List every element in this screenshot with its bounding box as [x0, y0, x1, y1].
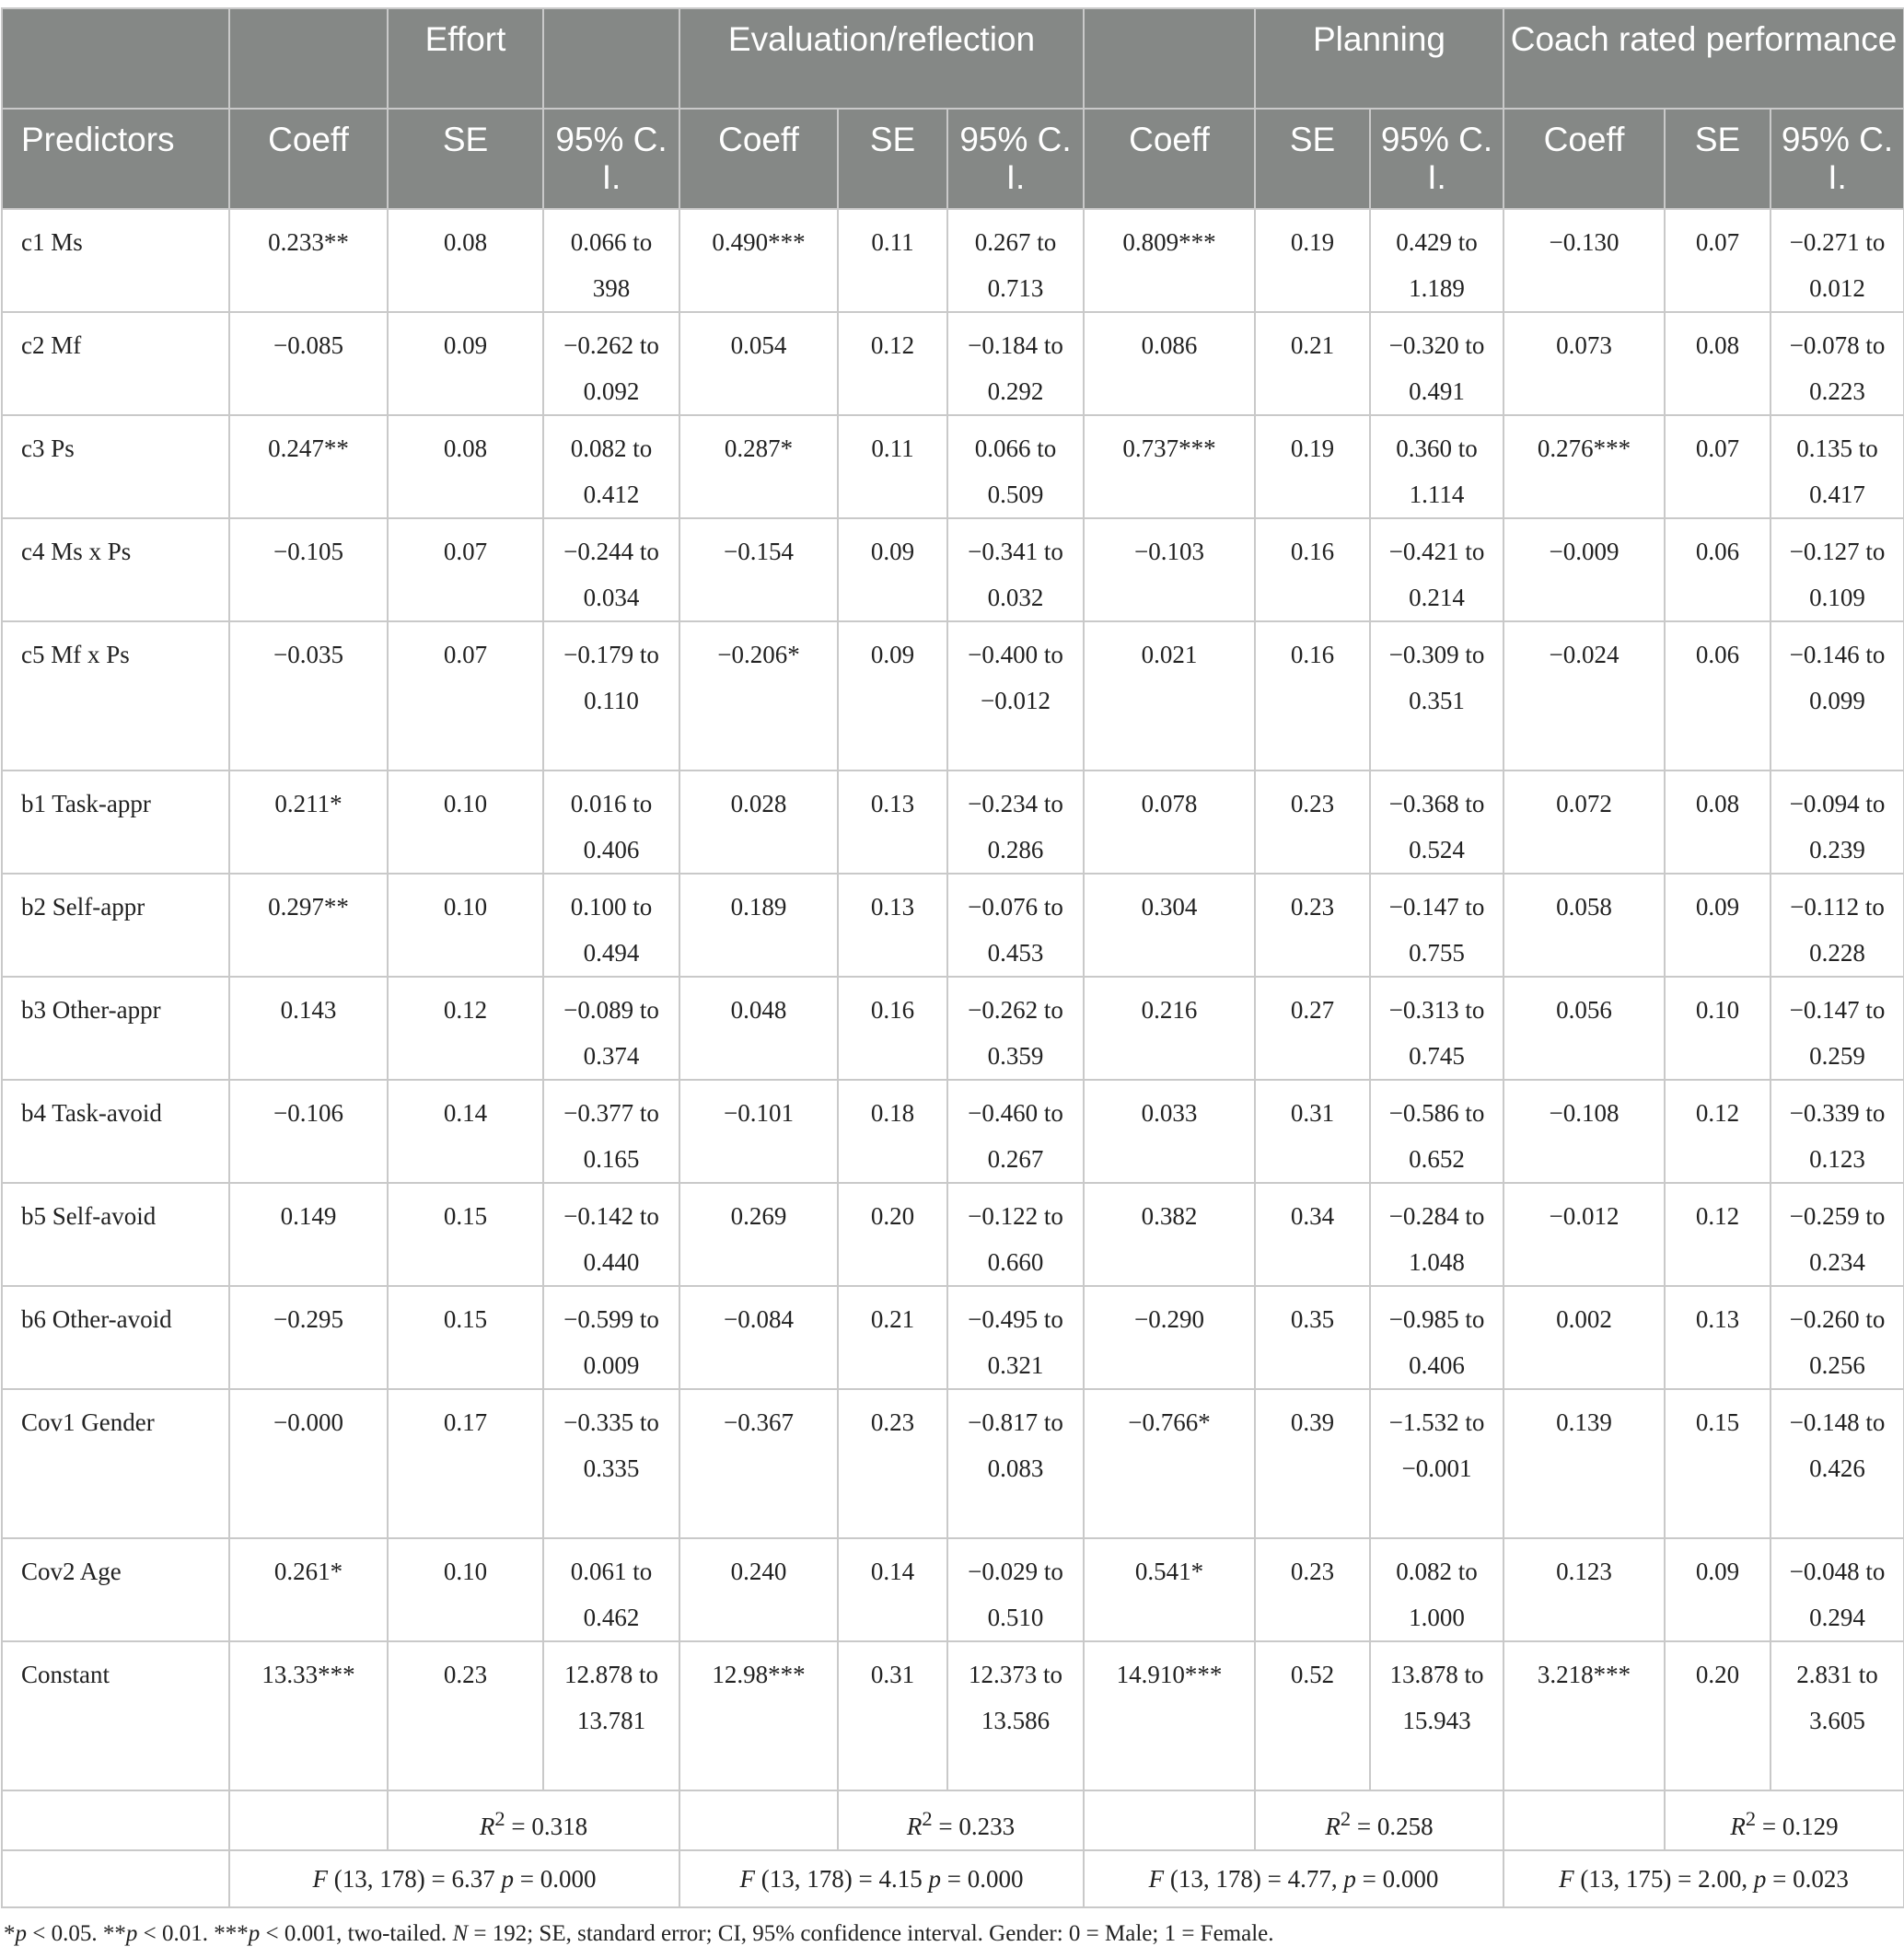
footnote-p: p — [15, 1921, 27, 1946]
se-cell: 0.31 — [838, 1641, 947, 1790]
se-cell: 0.10 — [388, 1538, 543, 1641]
header-coeff: Coeff — [1503, 109, 1665, 209]
header-se: SE — [838, 109, 947, 209]
table-row — [2, 415, 1904, 518]
se-cell: 0.20 — [838, 1183, 947, 1286]
se-cell: 0.18 — [838, 1080, 947, 1183]
se-cell: 0.15 — [1665, 1389, 1770, 1538]
se-cell: 0.10 — [1665, 977, 1770, 1080]
header-group-effort: Effort — [388, 8, 543, 109]
f-df: (13, 178) = 4.77, — [1164, 1865, 1344, 1893]
p-symbol: p — [1343, 1865, 1356, 1893]
ci-cell: −0.262 to 0.092 — [543, 312, 679, 415]
coeff-cell: 0.382 — [1084, 1183, 1255, 1286]
header-ci: 95% C. I. — [543, 109, 679, 209]
ci-cell: −0.309 to 0.351 — [1370, 621, 1503, 770]
se-cell: 0.07 — [388, 621, 543, 770]
f-stat-effort — [229, 1850, 679, 1907]
se-cell: 0.11 — [838, 209, 947, 312]
predictor-label: c1 Ms — [2, 209, 229, 312]
se-cell: 0.09 — [388, 312, 543, 415]
se-cell: 0.23 — [1255, 1538, 1370, 1641]
footnote-text: < 0.001, two-tailed. — [260, 1921, 453, 1946]
se-cell: 0.08 — [388, 415, 543, 518]
se-cell: 0.10 — [388, 874, 543, 977]
ci-cell: −0.335 to 0.335 — [543, 1389, 679, 1538]
se-cell: 0.23 — [838, 1389, 947, 1538]
se-cell: 0.31 — [1255, 1080, 1370, 1183]
ci-cell: −0.495 to 0.321 — [947, 1286, 1084, 1389]
coeff-cell: −0.206* — [679, 621, 838, 770]
header-predictors: Predictors — [2, 109, 229, 209]
ci-cell: −0.985 to 0.406 — [1370, 1286, 1503, 1389]
se-cell: 0.34 — [1255, 1183, 1370, 1286]
blank-cell — [679, 1790, 838, 1850]
ci-cell: −0.586 to 0.652 — [1370, 1080, 1503, 1183]
header-blank — [2, 8, 229, 109]
se-cell: 0.07 — [1665, 209, 1770, 312]
ci-cell: 0.360 to 1.114 — [1370, 415, 1503, 518]
predictor-label: c5 Mf x Ps — [2, 621, 229, 770]
header-coeff: Coeff — [679, 109, 838, 209]
coeff-cell: 0.073 — [1503, 312, 1665, 415]
blank-cell — [2, 1790, 229, 1850]
coeff-cell: 0.086 — [1084, 312, 1255, 415]
table-row — [2, 621, 1904, 770]
footnote-text: = 192; SE, standard error; CI, 95% confidence interval. Gender: 0 = Male; 1 = Female. — [468, 1921, 1274, 1946]
coeff-cell: −0.106 — [229, 1080, 388, 1183]
se-cell: 0.35 — [1255, 1286, 1370, 1389]
header-blank — [543, 8, 679, 109]
se-cell: 0.39 — [1255, 1389, 1370, 1538]
ci-cell: −0.260 to 0.256 — [1770, 1286, 1904, 1389]
f-df: (13, 178) = 6.37 — [328, 1865, 502, 1893]
se-cell: 0.09 — [1665, 1538, 1770, 1641]
coeff-cell: 0.211* — [229, 770, 388, 874]
coeff-cell: −0.012 — [1503, 1183, 1665, 1286]
coeff-cell: −0.290 — [1084, 1286, 1255, 1389]
table-container — [0, 7, 1904, 1947]
p-symbol: p — [501, 1865, 514, 1893]
f-stat-coach — [1503, 1850, 1904, 1907]
table-row — [2, 209, 1904, 312]
coeff-cell: 0.216 — [1084, 977, 1255, 1080]
footnote-lead: * — [4, 1921, 16, 1946]
coeff-cell: 14.910*** — [1084, 1641, 1255, 1790]
coeff-cell: 0.143 — [229, 977, 388, 1080]
regression-table — [1, 7, 1904, 1908]
ci-cell: 0.066 to 398 — [543, 209, 679, 312]
f-symbol: F — [1559, 1865, 1574, 1893]
ci-cell: −0.284 to 1.048 — [1370, 1183, 1503, 1286]
r-symbol: R — [479, 1813, 495, 1840]
se-cell: 0.09 — [838, 518, 947, 621]
header-row-columns — [2, 109, 1904, 209]
coeff-cell: 0.149 — [229, 1183, 388, 1286]
se-cell: 0.19 — [1255, 209, 1370, 312]
se-cell: 0.23 — [1255, 874, 1370, 977]
r-exponent: 2 — [922, 1807, 933, 1830]
header-ci: 95% C. I. — [947, 109, 1084, 209]
ci-cell: −0.089 to 0.374 — [543, 977, 679, 1080]
p-value: = 0.000 — [940, 1865, 1024, 1893]
ci-cell: −0.094 to 0.239 — [1770, 770, 1904, 874]
ci-cell: −0.259 to 0.234 — [1770, 1183, 1904, 1286]
coeff-cell: 0.048 — [679, 977, 838, 1080]
r-value: = 0.318 — [505, 1813, 588, 1840]
predictor-label: b1 Task-appr — [2, 770, 229, 874]
ci-cell: 2.831 to 3.605 — [1770, 1641, 1904, 1790]
coeff-cell: 0.054 — [679, 312, 838, 415]
r-squared-coach — [1665, 1790, 1904, 1850]
blank-cell — [2, 1850, 229, 1907]
ci-cell: 0.267 to 0.713 — [947, 209, 1084, 312]
se-cell: 0.13 — [838, 770, 947, 874]
table-row — [2, 518, 1904, 621]
header-coeff: Coeff — [1084, 109, 1255, 209]
se-cell: 0.13 — [838, 874, 947, 977]
se-cell: 0.15 — [388, 1286, 543, 1389]
se-cell: 0.16 — [838, 977, 947, 1080]
coeff-cell: 0.240 — [679, 1538, 838, 1641]
ci-cell: 0.135 to 0.417 — [1770, 415, 1904, 518]
se-cell: 0.08 — [1665, 312, 1770, 415]
coeff-cell: 0.002 — [1503, 1286, 1665, 1389]
f-df: (13, 178) = 4.15 — [755, 1865, 929, 1893]
coeff-cell: −0.367 — [679, 1389, 838, 1538]
coeff-cell: 0.123 — [1503, 1538, 1665, 1641]
se-cell: 0.20 — [1665, 1641, 1770, 1790]
coeff-cell: −0.024 — [1503, 621, 1665, 770]
se-cell: 0.12 — [1665, 1183, 1770, 1286]
predictor-label: c2 Mf — [2, 312, 229, 415]
se-cell: 0.09 — [1665, 874, 1770, 977]
ci-cell: −0.599 to 0.009 — [543, 1286, 679, 1389]
table-row — [2, 1538, 1904, 1641]
blank-cell — [229, 1790, 388, 1850]
r-squared-row — [2, 1790, 1904, 1850]
ci-cell: −0.377 to 0.165 — [543, 1080, 679, 1183]
coeff-cell: 0.189 — [679, 874, 838, 977]
coeff-cell: 0.072 — [1503, 770, 1665, 874]
r-exponent: 2 — [1745, 1807, 1757, 1830]
coeff-cell: 13.33*** — [229, 1641, 388, 1790]
ci-cell: 0.061 to 0.462 — [543, 1538, 679, 1641]
ci-cell: −0.148 to 0.426 — [1770, 1389, 1904, 1538]
ci-cell: −0.029 to 0.510 — [947, 1538, 1084, 1641]
se-cell: 0.23 — [388, 1641, 543, 1790]
ci-cell: −0.244 to 0.034 — [543, 518, 679, 621]
coeff-cell: 0.033 — [1084, 1080, 1255, 1183]
predictor-label: b2 Self-appr — [2, 874, 229, 977]
coeff-cell: 0.297** — [229, 874, 388, 977]
se-cell: 0.08 — [388, 209, 543, 312]
se-cell: 0.08 — [1665, 770, 1770, 874]
ci-cell: −0.146 to 0.099 — [1770, 621, 1904, 770]
ci-cell: 0.016 to 0.406 — [543, 770, 679, 874]
se-cell: 0.12 — [1665, 1080, 1770, 1183]
coeff-cell: 0.233** — [229, 209, 388, 312]
ci-cell: 0.100 to 0.494 — [543, 874, 679, 977]
se-cell: 0.10 — [388, 770, 543, 874]
header-ci: 95% C. I. — [1370, 109, 1503, 209]
f-stat-evaluation — [679, 1850, 1084, 1907]
se-cell: 0.06 — [1665, 621, 1770, 770]
f-stat-row — [2, 1850, 1904, 1907]
se-cell: 0.27 — [1255, 977, 1370, 1080]
header-se: SE — [1665, 109, 1770, 209]
p-symbol: p — [1753, 1865, 1767, 1893]
coeff-cell: −0.154 — [679, 518, 838, 621]
ci-cell: 0.082 to 0.412 — [543, 415, 679, 518]
se-cell: 0.06 — [1665, 518, 1770, 621]
predictor-label: Cov1 Gender — [2, 1389, 229, 1538]
ci-cell: −0.112 to 0.228 — [1770, 874, 1904, 977]
coeff-cell: −0.085 — [229, 312, 388, 415]
coeff-cell: −0.295 — [229, 1286, 388, 1389]
f-symbol: F — [739, 1865, 756, 1893]
r-symbol: R — [1730, 1813, 1746, 1840]
header-row-groups — [2, 8, 1904, 109]
coeff-cell: −0.084 — [679, 1286, 838, 1389]
r-exponent: 2 — [1340, 1807, 1352, 1830]
se-cell: 0.19 — [1255, 415, 1370, 518]
coeff-cell: 0.078 — [1084, 770, 1255, 874]
se-cell: 0.21 — [1255, 312, 1370, 415]
coeff-cell: 0.021 — [1084, 621, 1255, 770]
se-cell: 0.21 — [838, 1286, 947, 1389]
header-group-planning: Planning — [1255, 8, 1503, 109]
coeff-cell: −0.766* — [1084, 1389, 1255, 1538]
ci-cell: 0.082 to 1.000 — [1370, 1538, 1503, 1641]
predictor-label: c3 Ps — [2, 415, 229, 518]
coeff-cell: 0.541* — [1084, 1538, 1255, 1641]
r-value: = 0.233 — [932, 1813, 1016, 1840]
footnote-p: p — [125, 1921, 138, 1946]
table-row — [2, 1183, 1904, 1286]
se-cell: 0.15 — [388, 1183, 543, 1286]
coeff-cell: −0.103 — [1084, 518, 1255, 621]
header-se: SE — [1255, 109, 1370, 209]
coeff-cell: 0.247** — [229, 415, 388, 518]
ci-cell: −0.320 to 0.491 — [1370, 312, 1503, 415]
ci-cell: −0.234 to 0.286 — [947, 770, 1084, 874]
se-cell: 0.07 — [388, 518, 543, 621]
coeff-cell: 0.139 — [1503, 1389, 1665, 1538]
se-cell: 0.52 — [1255, 1641, 1370, 1790]
r-value: = 0.258 — [1351, 1813, 1434, 1840]
ci-cell: −0.142 to 0.440 — [543, 1183, 679, 1286]
ci-cell: −0.127 to 0.109 — [1770, 518, 1904, 621]
table-row — [2, 1641, 1904, 1790]
coeff-cell: 0.269 — [679, 1183, 838, 1286]
se-cell: 0.17 — [388, 1389, 543, 1538]
footnote-text: < 0.01. *** — [137, 1921, 249, 1946]
coeff-cell: −0.035 — [229, 621, 388, 770]
se-cell: 0.14 — [838, 1538, 947, 1641]
table-body — [2, 209, 1904, 1907]
table-row — [2, 312, 1904, 415]
coeff-cell: −0.130 — [1503, 209, 1665, 312]
footnote-p: p — [248, 1921, 261, 1946]
table-row — [2, 770, 1904, 874]
f-stat-planning — [1084, 1850, 1503, 1907]
se-cell: 0.16 — [1255, 621, 1370, 770]
se-cell: 0.14 — [388, 1080, 543, 1183]
table-row — [2, 1286, 1904, 1389]
table-row — [2, 977, 1904, 1080]
header-group-evaluation: Evaluation/reflection — [679, 8, 1084, 109]
ci-cell: −0.313 to 0.745 — [1370, 977, 1503, 1080]
se-cell: 0.16 — [1255, 518, 1370, 621]
footnote-text: < 0.05. ** — [27, 1921, 126, 1946]
se-cell: 0.13 — [1665, 1286, 1770, 1389]
se-cell: 0.11 — [838, 415, 947, 518]
ci-cell: −0.368 to 0.524 — [1370, 770, 1503, 874]
coeff-cell: 0.737*** — [1084, 415, 1255, 518]
table-footnote — [4, 1921, 1904, 1947]
table-row — [2, 1389, 1904, 1538]
header-se: SE — [388, 109, 543, 209]
ci-cell: −0.179 to 0.110 — [543, 621, 679, 770]
coeff-cell: 0.028 — [679, 770, 838, 874]
ci-cell: 12.373 to 13.586 — [947, 1641, 1084, 1790]
coeff-cell: 0.490*** — [679, 209, 838, 312]
f-symbol: F — [1148, 1865, 1165, 1893]
ci-cell: −0.147 to 0.755 — [1370, 874, 1503, 977]
ci-cell: −0.076 to 0.453 — [947, 874, 1084, 977]
ci-cell: 13.878 to 15.943 — [1370, 1641, 1503, 1790]
se-cell: 0.07 — [1665, 415, 1770, 518]
coeff-cell: 0.056 — [1503, 977, 1665, 1080]
ci-cell: 0.429 to 1.189 — [1370, 209, 1503, 312]
predictor-label: b6 Other-avoid — [2, 1286, 229, 1389]
ci-cell: −0.048 to 0.294 — [1770, 1538, 1904, 1641]
r-exponent: 2 — [494, 1807, 505, 1830]
predictor-label: Constant — [2, 1641, 229, 1790]
se-cell: 0.12 — [838, 312, 947, 415]
coeff-cell: 0.058 — [1503, 874, 1665, 977]
p-value: = 0.000 — [1355, 1865, 1439, 1893]
coeff-cell: 0.809*** — [1084, 209, 1255, 312]
coeff-cell: −0.101 — [679, 1080, 838, 1183]
se-cell: 0.23 — [1255, 770, 1370, 874]
f-df: (13, 175) = 2.00, — [1573, 1865, 1754, 1893]
coeff-cell: −0.105 — [229, 518, 388, 621]
coeff-cell: 0.304 — [1084, 874, 1255, 977]
header-blank — [1084, 8, 1255, 109]
coeff-cell: 3.218*** — [1503, 1641, 1665, 1790]
coeff-cell: −0.009 — [1503, 518, 1665, 621]
ci-cell: −0.184 to 0.292 — [947, 312, 1084, 415]
ci-cell: −0.271 to 0.012 — [1770, 209, 1904, 312]
p-value: = 0.000 — [513, 1865, 597, 1893]
header-coeff: Coeff — [229, 109, 388, 209]
ci-cell: −0.460 to 0.267 — [947, 1080, 1084, 1183]
predictor-label: b3 Other-appr — [2, 977, 229, 1080]
coeff-cell: 12.98*** — [679, 1641, 838, 1790]
r-value: = 0.129 — [1756, 1813, 1839, 1840]
ci-cell: −0.339 to 0.123 — [1770, 1080, 1904, 1183]
ci-cell: −1.532 to −0.001 — [1370, 1389, 1503, 1538]
r-squared-effort — [388, 1790, 679, 1850]
p-symbol: p — [928, 1865, 941, 1893]
se-cell: 0.09 — [838, 621, 947, 770]
footnote-n: N — [452, 1921, 469, 1946]
blank-cell — [1084, 1790, 1255, 1850]
predictor-label: Cov2 Age — [2, 1538, 229, 1641]
predictor-label: c4 Ms x Ps — [2, 518, 229, 621]
p-value: = 0.023 — [1766, 1865, 1849, 1893]
ci-cell: −0.341 to 0.032 — [947, 518, 1084, 621]
r-squared-planning — [1255, 1790, 1503, 1850]
ci-cell: 0.066 to 0.509 — [947, 415, 1084, 518]
ci-cell: −0.400 to −0.012 — [947, 621, 1084, 770]
table-row — [2, 1080, 1904, 1183]
ci-cell: −0.817 to 0.083 — [947, 1389, 1084, 1538]
ci-cell: −0.421 to 0.214 — [1370, 518, 1503, 621]
coeff-cell: 0.261* — [229, 1538, 388, 1641]
header-group-coach: Coach rated performance — [1503, 8, 1904, 109]
blank-cell — [1503, 1790, 1665, 1850]
r-symbol: R — [906, 1813, 923, 1840]
coeff-cell: 0.287* — [679, 415, 838, 518]
ci-cell: −0.122 to 0.660 — [947, 1183, 1084, 1286]
coeff-cell: −0.108 — [1503, 1080, 1665, 1183]
predictor-label: b4 Task-avoid — [2, 1080, 229, 1183]
ci-cell: −0.147 to 0.259 — [1770, 977, 1904, 1080]
header-blank — [229, 8, 388, 109]
table-row — [2, 874, 1904, 977]
r-squared-evaluation — [838, 1790, 1084, 1850]
ci-cell: −0.262 to 0.359 — [947, 977, 1084, 1080]
f-symbol: F — [312, 1865, 329, 1893]
table-header — [2, 8, 1904, 209]
se-cell: 0.12 — [388, 977, 543, 1080]
ci-cell: 12.878 to 13.781 — [543, 1641, 679, 1790]
header-ci: 95% C. I. — [1770, 109, 1904, 209]
predictor-label: b5 Self-avoid — [2, 1183, 229, 1286]
coeff-cell: −0.000 — [229, 1389, 388, 1538]
ci-cell: −0.078 to 0.223 — [1770, 312, 1904, 415]
r-symbol: R — [1325, 1813, 1341, 1840]
coeff-cell: 0.276*** — [1503, 415, 1665, 518]
